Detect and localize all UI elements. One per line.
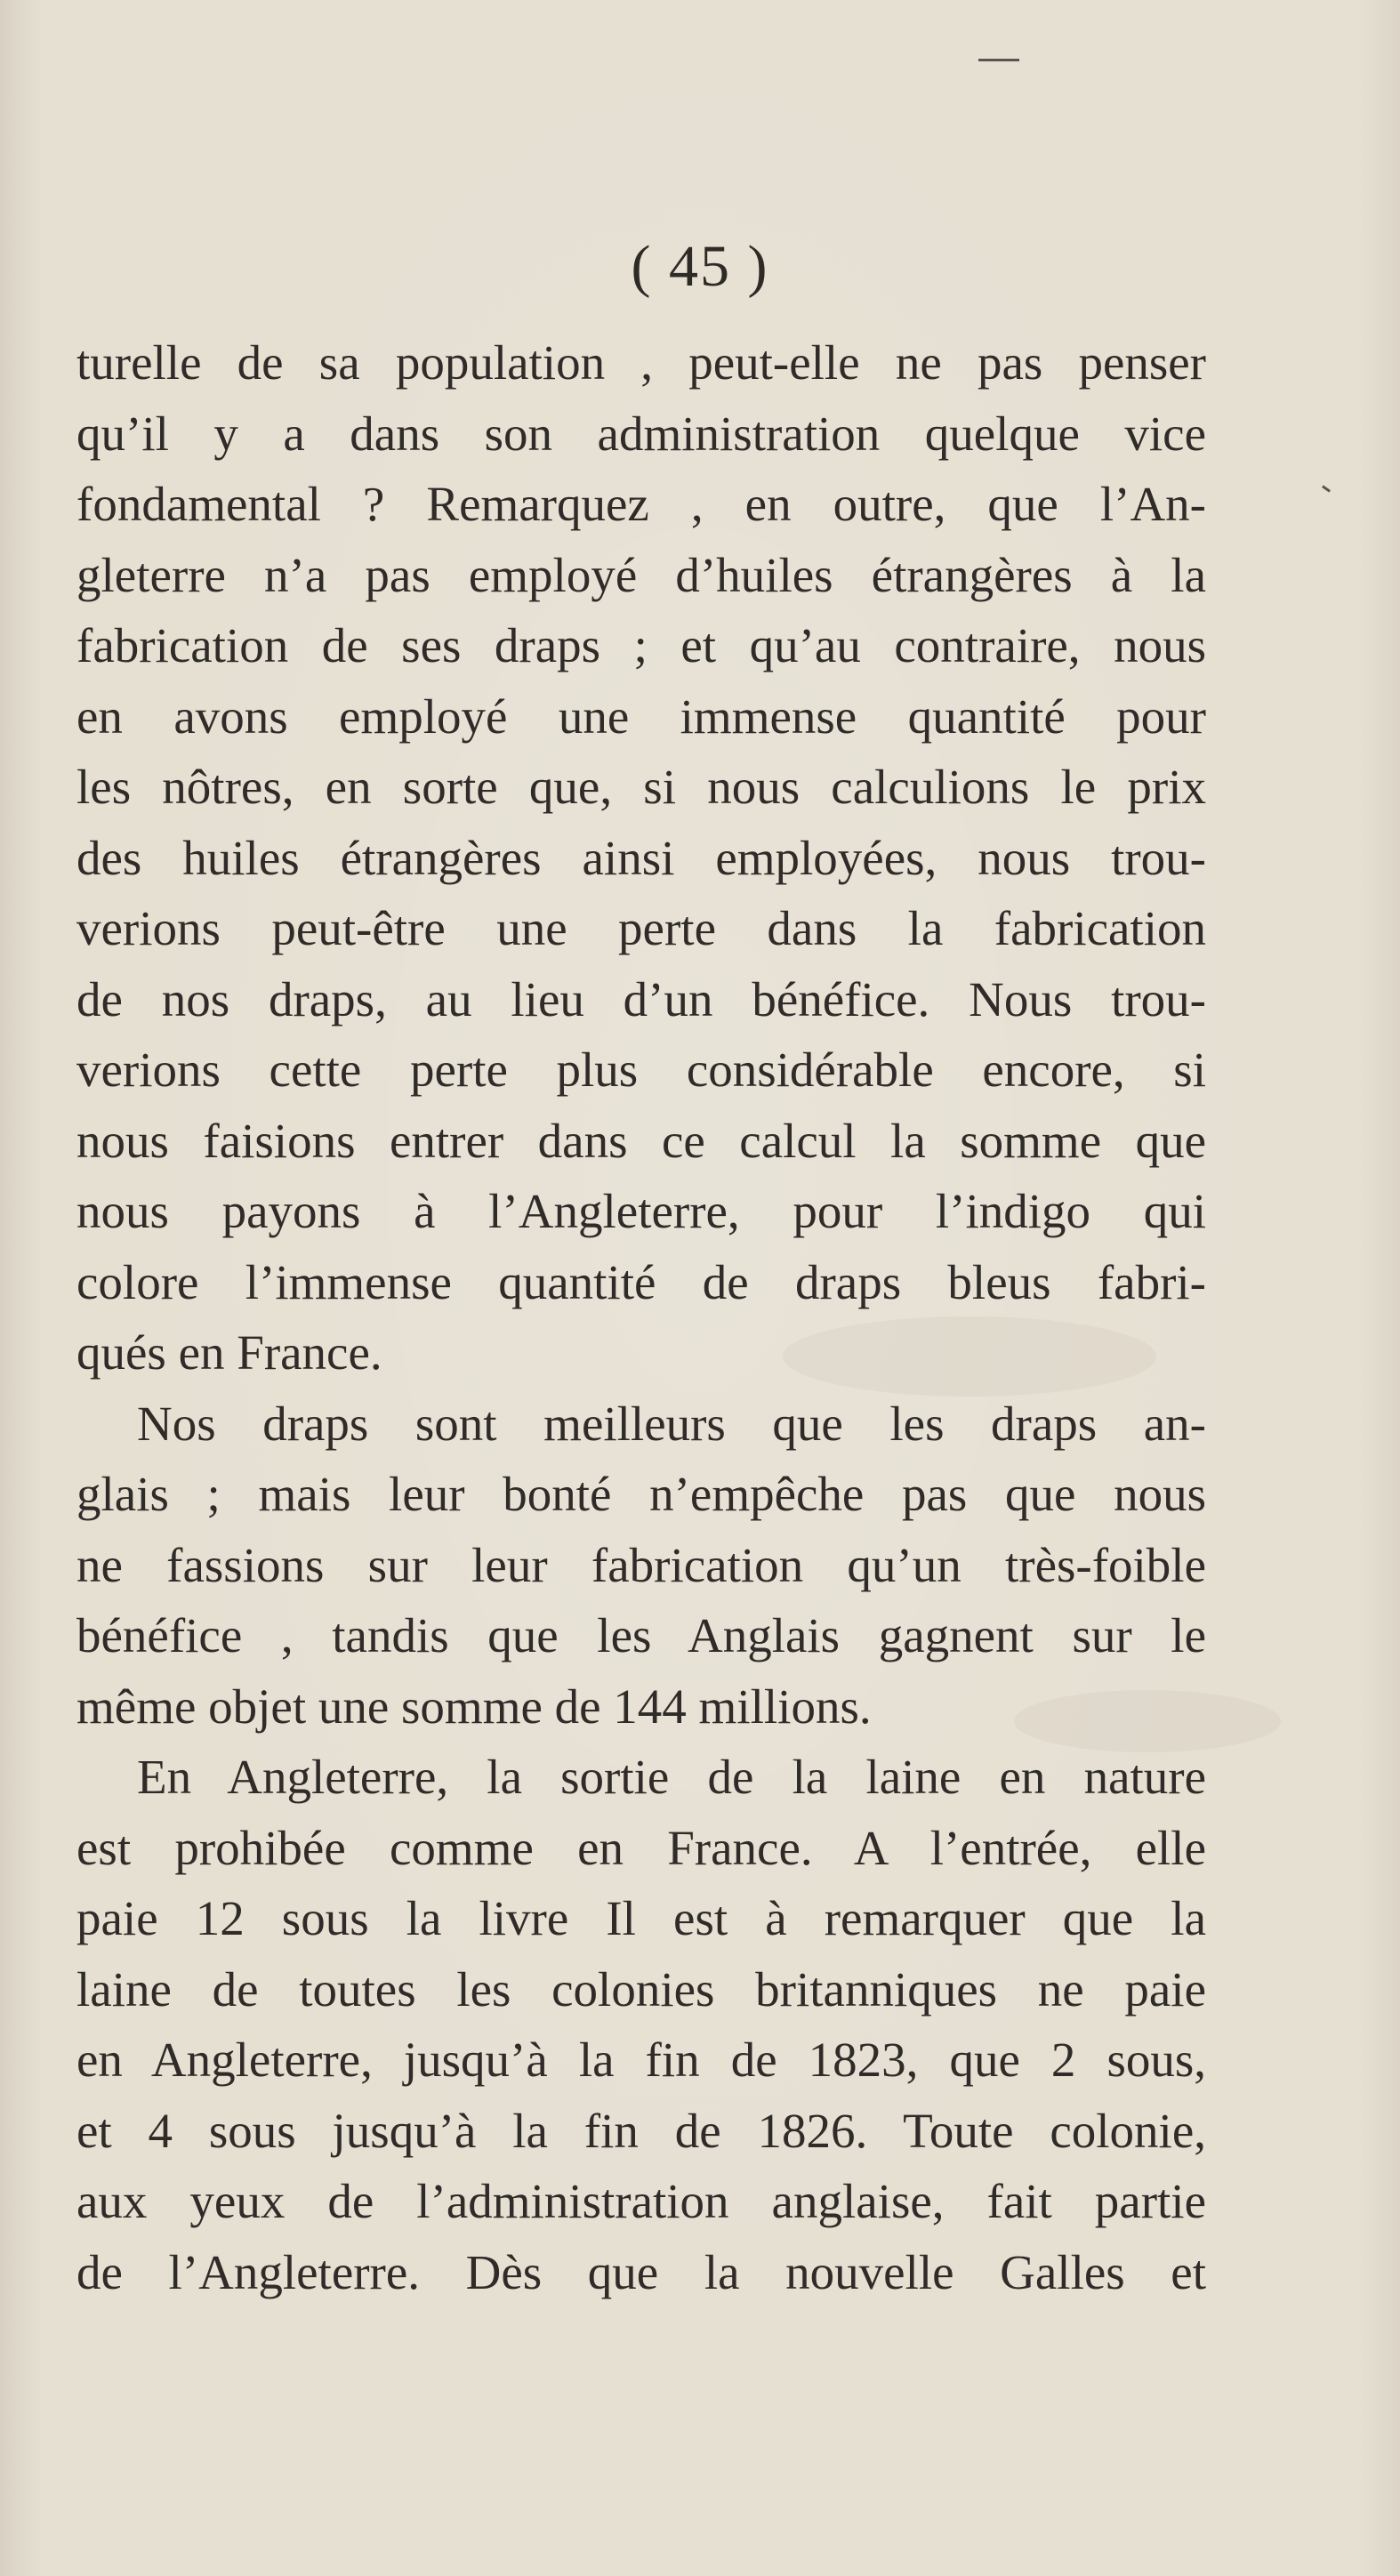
text-line: verions peut-être une perte dans la fabrication (76, 901, 1206, 955)
text-line: Nos draps sont meilleurs que les draps an- (137, 1396, 1206, 1451)
body-text (76, 327, 1206, 2307)
text-line: qués en France. (76, 1325, 382, 1380)
ink-mark (978, 59, 1019, 61)
text-line: En Angleterre, la sortie de la laine en nature (137, 1750, 1206, 1804)
text-line: fondamental ? Remarquez , en outre, que l’An- (76, 477, 1206, 531)
text-line: en Angleterre, jusqu’à la fin de 1823, que 2 sous, (76, 2033, 1206, 2087)
text-line: fabrication de ses draps ; et qu’au contraire, nous (76, 618, 1206, 672)
paragraph-3 (76, 1742, 1206, 2307)
text-line: des huiles étrangères ainsi employées, nous trou- (76, 830, 1206, 885)
text-line: colore l’immense quantité de draps bleus fabri- (76, 1254, 1206, 1309)
paragraph-1 (76, 327, 1206, 1389)
text-line: est prohibée comme en France. A l’entrée, elle (76, 1820, 1206, 1875)
text-line: aux yeux de l’administration anglaise, fait partie (76, 2174, 1206, 2228)
text-line: de nos draps, au lieu d’un bénéfice. Nous trou- (76, 971, 1206, 1026)
text-line: bénéfice , tandis que les Anglais gagnent sur le (76, 1608, 1206, 1662)
text-line: nous payons à l’Angleterre, pour l’indigo qui (76, 1184, 1206, 1238)
text-line: laine de toutes les colonies britanniques ne paie (76, 1961, 1206, 2017)
ink-mark (1322, 485, 1331, 492)
text-line: de l’Angleterre. Dès que la nouvelle Galles et (76, 2244, 1206, 2299)
text-line: nous faisions entrer dans ce calcul la somme que (76, 1113, 1206, 1168)
text-line: glais ; mais leur bonté n’empêche pas que nous (76, 1467, 1206, 1521)
paragraph-2 (76, 1389, 1206, 1743)
text-line: verions cette perte plus considérable encore, si (76, 1042, 1206, 1097)
text-line: même objet une somme de 144 millions. (76, 1678, 872, 1734)
text-line: paie 12 sous la livre Il est à remarquer que la (76, 1891, 1206, 1945)
text-line: turelle de sa population , peut-elle ne pas penser (76, 335, 1206, 390)
text-line: gleterre n’a pas employé d’huiles étrangères à la (76, 547, 1206, 602)
text-line: et 4 sous jusqu’à la fin de 1826. Toute colonie, (76, 2103, 1206, 2158)
text-line: ne fassions sur leur fabrication qu’un très-foible (76, 1537, 1206, 1592)
text-line: qu’il y a dans son administration quelque vice (76, 406, 1206, 461)
text-line: les nôtres, en sorte que, si nous calculions le prix (76, 760, 1206, 814)
text-line: en avons employé une immense quantité pour (76, 688, 1206, 744)
page-number: ( 45 ) (631, 234, 769, 299)
